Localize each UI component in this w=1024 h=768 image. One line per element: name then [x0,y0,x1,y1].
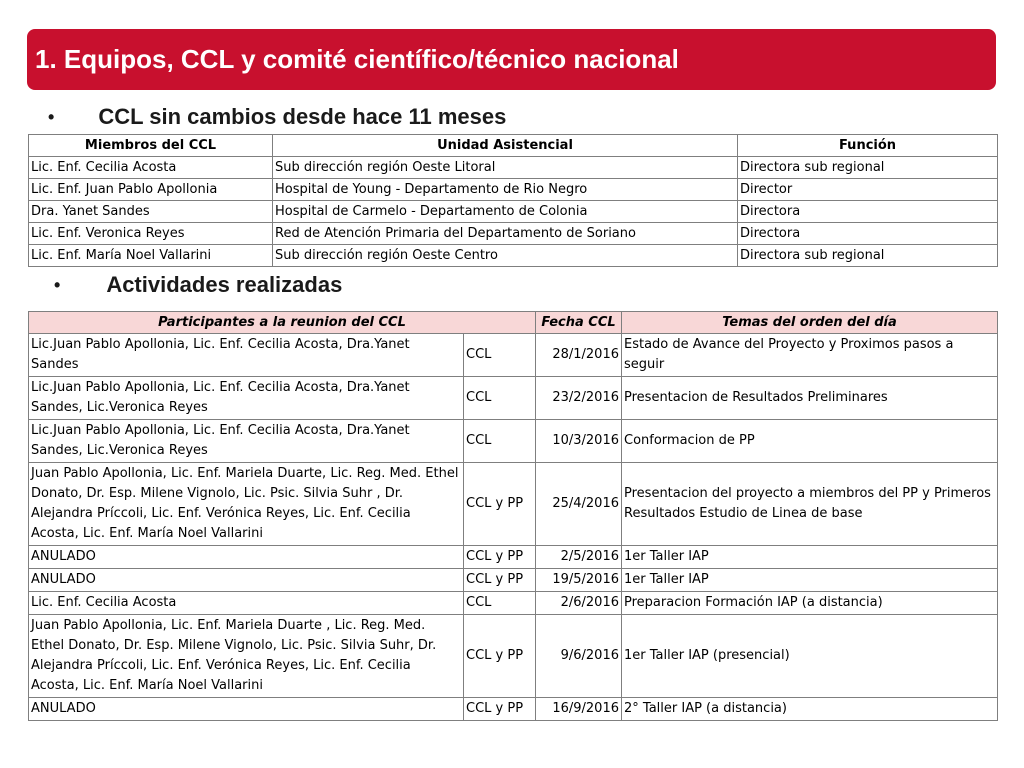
participants-cell: Lic.Juan Pablo Apollonia, Lic. Enf. Cecilia Acosta, Dra.Yanet Sandes [29,334,464,377]
activities-heading: Actividades realizadas [106,272,343,297]
meeting-type-cell: CCL y PP [464,698,536,721]
meeting-type-cell: CCL [464,592,536,615]
unit-cell: Sub dirección región Oeste Centro [273,245,738,267]
unit-cell: Red de Atención Primaria del Departamento de Soriano [273,223,738,245]
members-header-row [29,135,998,157]
topics-cell: 1er Taller IAP (presencial) [622,615,998,698]
date-cell: 28/1/2016 [536,334,622,377]
column-header-date: Fecha CCL [536,312,622,334]
meeting-type-cell: CCL y PP [464,463,536,546]
meeting-type-cell: CCL y PP [464,569,536,592]
topics-cell: Presentacion de Resultados Preliminares [622,377,998,420]
table-row [29,201,998,223]
bullet-icon: • [48,106,55,127]
participants-cell: ANULADO [29,698,464,721]
bullet-icon: • [54,274,61,295]
unit-cell: Hospital de Young - Departamento de Rio Negro [273,179,738,201]
column-header-topics: Temas del orden del día [622,312,998,334]
topics-cell: 1er Taller IAP [622,569,998,592]
participants-cell: Lic.Juan Pablo Apollonia, Lic. Enf. Cecilia Acosta, Dra.Yanet Sandes, Lic.Veronica Reyes [29,377,464,420]
table-row [29,698,998,721]
members-table [28,134,998,267]
activities-bullet [54,272,342,298]
page-title: 1. Equipos, CCL y comité científico/técnico nacional [35,44,679,74]
column-header-function: Función [738,135,998,157]
table-row [29,179,998,201]
table-row [29,569,998,592]
function-cell: Directora [738,223,998,245]
participants-cell: Juan Pablo Apollonia, Lic. Enf. Mariela Duarte, Lic. Reg. Med. Ethel Donato, Dr. Esp. Milene Vignolo, Lic. Psic. Silvia Suhr , Dr. Alejandra Príccoli, Lic. Enf. Verónica Reyes, Lic. Enf. Cecilia Acosta, Lic. Enf. María Noel Vallarini [29,463,464,546]
function-cell: Directora sub regional [738,157,998,179]
activities-header-row [29,312,998,334]
meeting-type-cell: CCL y PP [464,615,536,698]
ccl-status-text: CCL sin cambios desde hace 11 meses [98,104,507,129]
participants-cell: ANULADO [29,546,464,569]
date-cell: 2/5/2016 [536,546,622,569]
topics-cell: 2° Taller IAP (a distancia) [622,698,998,721]
meeting-type-cell: CCL [464,420,536,463]
title-banner [27,29,996,90]
date-cell: 23/2/2016 [536,377,622,420]
function-cell: Directora [738,201,998,223]
function-cell: Director [738,179,998,201]
member-name-cell: Dra. Yanet Sandes [29,201,273,223]
member-name-cell: Lic. Enf. María Noel Vallarini [29,245,273,267]
table-row [29,245,998,267]
participants-cell: Lic. Enf. Cecilia Acosta [29,592,464,615]
date-cell: 25/4/2016 [536,463,622,546]
member-name-cell: Lic. Enf. Veronica Reyes [29,223,273,245]
topics-cell: Preparacion Formación IAP (a distancia) [622,592,998,615]
function-cell: Directora sub regional [738,245,998,267]
participants-cell: Juan Pablo Apollonia, Lic. Enf. Mariela Duarte , Lic. Reg. Med. Ethel Donato, Dr. Esp. Milene Vignolo, Lic. Psic. Silvia Suhr, Dr. Alejandra Príccoli, Lic. Enf. Verónica Reyes, Lic. Enf. Cecilia Acosta, Lic. Enf. María Noel Vallarini [29,615,464,698]
date-cell: 19/5/2016 [536,569,622,592]
meeting-type-cell: CCL [464,377,536,420]
participants-cell: ANULADO [29,569,464,592]
meeting-type-cell: CCL y PP [464,546,536,569]
table-row [29,157,998,179]
member-name-cell: Lic. Enf. Juan Pablo Apollonia [29,179,273,201]
date-cell: 9/6/2016 [536,615,622,698]
date-cell: 2/6/2016 [536,592,622,615]
column-header-members: Miembros del CCL [29,135,273,157]
table-row [29,377,998,420]
topics-cell: Estado de Avance del Proyecto y Proximos pasos a seguir [622,334,998,377]
date-cell: 16/9/2016 [536,698,622,721]
topics-cell: 1er Taller IAP [622,546,998,569]
column-header-participants: Participantes a la reunion del CCL [29,312,536,334]
table-row [29,420,998,463]
unit-cell: Sub dirección región Oeste Litoral [273,157,738,179]
table-row [29,615,998,698]
topics-cell: Conformacion de PP [622,420,998,463]
participants-cell: Lic.Juan Pablo Apollonia, Lic. Enf. Cecilia Acosta, Dra.Yanet Sandes, Lic.Veronica Reyes [29,420,464,463]
table-row [29,223,998,245]
activities-table [28,311,998,721]
table-row [29,463,998,546]
table-row [29,546,998,569]
table-row [29,334,998,377]
ccl-status-bullet [48,104,506,130]
unit-cell: Hospital de Carmelo - Departamento de Colonia [273,201,738,223]
column-header-unit: Unidad Asistencial [273,135,738,157]
meeting-type-cell: CCL [464,334,536,377]
date-cell: 10/3/2016 [536,420,622,463]
table-row [29,592,998,615]
member-name-cell: Lic. Enf. Cecilia Acosta [29,157,273,179]
topics-cell: Presentacion del proyecto a miembros del PP y Primeros Resultados Estudio de Linea de base [622,463,998,546]
